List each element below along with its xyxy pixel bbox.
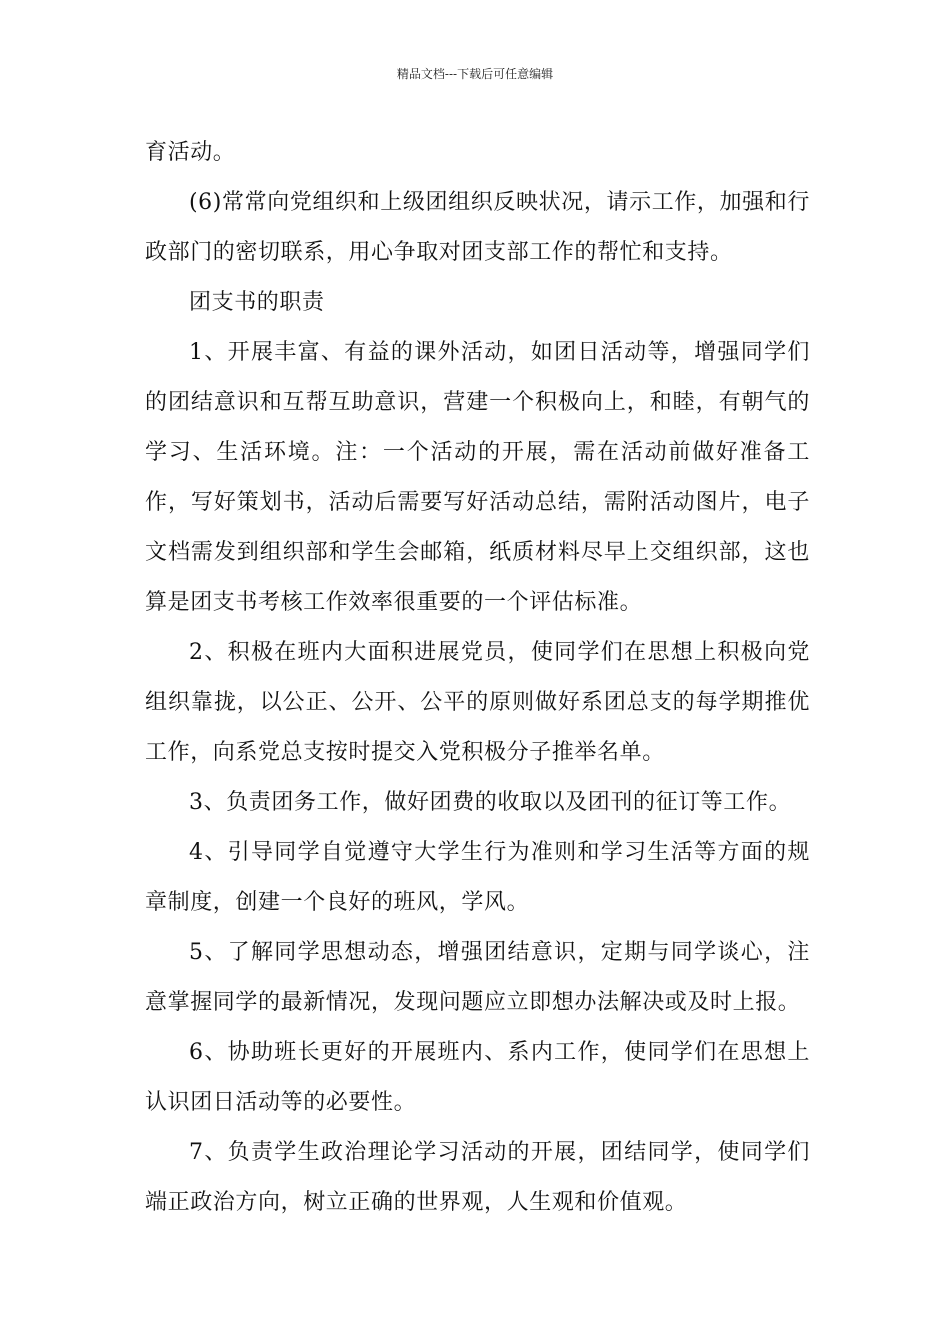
paragraph-item-6: (6)常常向党组织和上级团组织反映状况，请示工作，加强和行政部门的密切联系，用心争取对团支部工作的帮忙和支持。	[145, 190, 810, 265]
paragraph-duty-4: 4、引导同学自觉遵守大学生行为准则和学习生活等方面的规章制度，创建一个良好的班风，学风。	[145, 840, 810, 915]
paragraph-duty-3: 3、负责团务工作，做好团费的收取以及团刊的征订等工作。	[189, 790, 792, 815]
paragraph-duty-5: 5、了解同学思想动态，增强团结意识，定期与同学谈心，注意掌握同学的最新情况，发现问题应立即想办法解决或及时上报。	[145, 940, 810, 1015]
paragraph-continuation: 育活动。	[145, 140, 236, 165]
page-header: 精品文档---下载后可任意编辑	[396, 67, 554, 81]
document-body	[145, 128, 810, 1228]
paragraph-duty-1: 1、开展丰富、有益的课外活动，如团日活动等，增强同学们的团结意识和互帮互助意识，营建一个积极向上，和睦，有朝气的学习、生活环境。注：一个活动的开展，需在活动前做好准备工作，写好策划书，活动后需要写好活动总结，需附活动图片，电子文档需发到组织部和学生会邮箱，纸质材料尽早上交组织部，这也算是团支书考核工作效率很重要的一个评估标准。	[145, 340, 810, 615]
paragraph-duty-6: 6、协助班长更好的开展班内、系内工作，使同学们在思想上认识团日活动等的必要性。	[145, 1040, 810, 1115]
paragraph-duty-2: 2、积极在班内大面积进展党员，使同学们在思想上积极向党组织靠拢，以公正、公开、公平的原则做好系团总支的每学期推优工作，向系党总支按时提交入党积极分子推举名单。	[145, 640, 810, 765]
section-heading: 团支书的职责	[189, 290, 325, 315]
paragraph-duty-7: 7、负责学生政治理论学习活动的开展，团结同学，使同学们端正政治方向，树立正确的世界观，人生观和价值观。	[145, 1140, 810, 1215]
